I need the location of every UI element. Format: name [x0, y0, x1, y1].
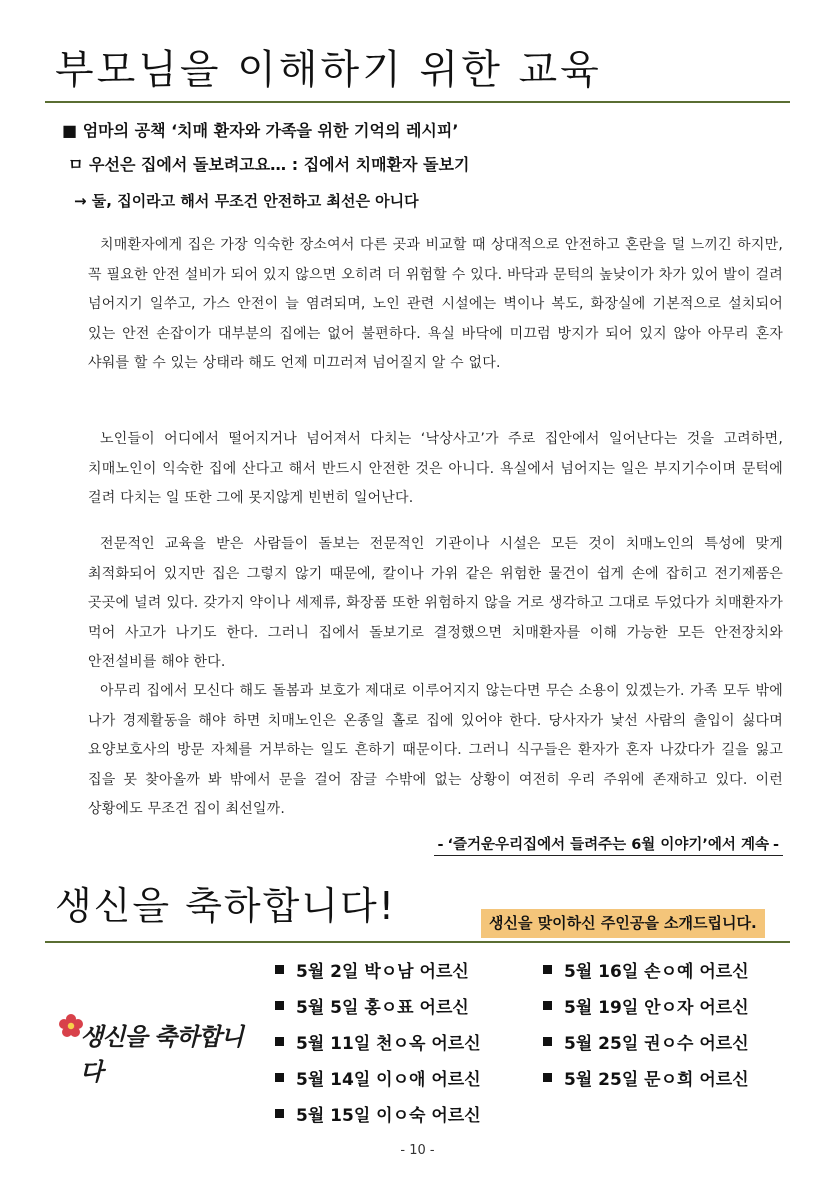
birthday-item: 5월 16일 손ㅇ예 어르신 — [543, 957, 749, 982]
bullet-square-icon — [543, 1073, 552, 1082]
paragraph — [88, 231, 783, 379]
bullet-square-icon — [275, 1073, 284, 1082]
bullet-square-icon — [275, 1109, 284, 1118]
paragraph — [88, 425, 783, 514]
paragraph-1: 치매환자에게 집은 가장 익숙한 장소여서 다른 곳과 비교할 때 상대적으로 안전하고 혼란을 덜 느끼긴 하지만, 꼭 필요한 안전 설비가 되어 있지 않으면 오히려 더 위험할 수 있다. 바닥과 문턱의 높낮이가 차가 있어 발이 걸려 넘어지기 일쑤고, 가스 안전이 늘 염려되며, 노인 관련 시설에는 벽이나 복도, 화장실에 기본적으로 설치되어 있는 안전 손잡이가 대부분의 집에는 없어 불편하다. 욕실 바닥에 미끄럼 방지가 되어 있지 않아 아무리 혼자 샤워를 할 수 있는 상태라 해도 언제 미끄러져 넘어질지 알 수 없다. — [88, 237, 783, 371]
birthday-logo — [58, 1007, 258, 1086]
title-divider — [45, 101, 790, 103]
paragraph-2: 노인들이 어디에서 떨어지거나 넘어져서 다치는 ‘낙상사고’가 주로 집안에서 일어난다는 것을 고려하면, 치매노인이 익숙한 집에 산다고 해서 반드시 안전한 것은 아니다. 욕실에서 넘어지는 일은 부지기수이며 문턱에 걸려 다치는 일 또한 그에 못지않게 빈번히 일어난다. — [88, 431, 783, 506]
birthday-item: 5월 5일 홍ㅇ표 어르신 — [275, 993, 469, 1018]
bullet-square-icon — [275, 965, 284, 974]
birthday-item: 5월 2일 박ㅇ남 어르신 — [275, 957, 469, 982]
bullet-square-icon — [543, 965, 552, 974]
bullet-square-icon — [543, 1037, 552, 1046]
birthday-item: 5월 25일 문ㅇ희 어르신 — [543, 1065, 749, 1090]
page-title: 부모님을 이해하기 위한 교육 — [55, 47, 602, 93]
birthday-item: 5월 19일 안ㅇ자 어르신 — [543, 993, 749, 1018]
paragraph-3: 전문적인 교육을 받은 사람들이 돌보는 전문적인 기관이나 시설은 모든 것이 치매노인의 특성에 맞게 최적화되어 있지만 집은 그렇지 않기 때문에, 칼이나 가위 같은 위험한 물건이 쉽게 손에 잡히고 전기제품은 곳곳에 널려 있다. 갖가지 약이나 세제류, 화장품 또한 위험하지 않을 거로 생각하고 그대로 두었다가 치매환자가 먹어 사고가 나기도 한다. 그러니 집에서 돌보기로 결정했으면 치매환자를 이해 가능한 모든 안전장치와 안전설비를 해야 한다. — [88, 536, 783, 670]
paragraph — [88, 677, 783, 825]
birthday-badge: 생신을 맞이하신 주인공을 소개드립니다. — [481, 909, 765, 938]
continued-note — [434, 833, 784, 856]
continued-text: ‘즐거운우리집에서 들려주는 6월 이야기’에서 계속 — [447, 837, 769, 853]
dash-right: - — [772, 837, 779, 853]
book-title-line: ■ 엄마의 공책 ‘치매 환자와 가족을 위한 기억의 레시피’ — [62, 121, 459, 140]
birthday-item: 5월 14일 이ㅇ애 어르신 — [275, 1065, 481, 1090]
bullet-square-icon — [275, 1001, 284, 1010]
logo-text: 생신을 축하합니다 — [80, 1022, 243, 1086]
point-heading: → 둘, 집이라고 해서 무조건 안전하고 최선은 아니다 — [74, 192, 419, 210]
subheading: ㅁ 우선은 집에서 돌보려고요… : 집에서 치매환자 돌보기 — [68, 155, 470, 174]
page-number: - 10 - — [400, 1143, 435, 1158]
bullet-square-icon — [543, 1001, 552, 1010]
birthday-item: 5월 15일 이ㅇ숙 어르신 — [275, 1101, 481, 1126]
dash-left: - — [437, 837, 444, 853]
birthday-title: 생신을 축하합니다! — [55, 884, 396, 928]
birthday-divider — [45, 941, 790, 943]
birthday-item: 5월 25일 권ㅇ수 어르신 — [543, 1029, 749, 1054]
bullet-square-icon — [275, 1037, 284, 1046]
paragraph — [88, 530, 783, 678]
paragraph-4: 아무리 집에서 모신다 해도 돌봄과 보호가 제대로 이루어지지 않는다면 무슨 소용이 있겠는가. 가족 모두 밖에 나가 경제활동을 해야 하면 치매노인은 온종일 홀로 집에 있어야 한다. 당사자가 낯선 사람의 출입이 싫다며 요양보호사의 방문 자체를 거부하는 일도 흔하기 때문이다. 그러니 식구들은 환자가 혼자 나갔다가 길을 잃고 집을 못 찾아올까 봐 밖에서 문을 걸어 잠글 수밖에 없는 상황이 여전히 우리 주위에 존재하고 있다. 이런 상황에도 무조건 집이 최선일까. — [88, 683, 783, 817]
birthday-item: 5월 11일 천ㅇ옥 어르신 — [275, 1029, 481, 1054]
